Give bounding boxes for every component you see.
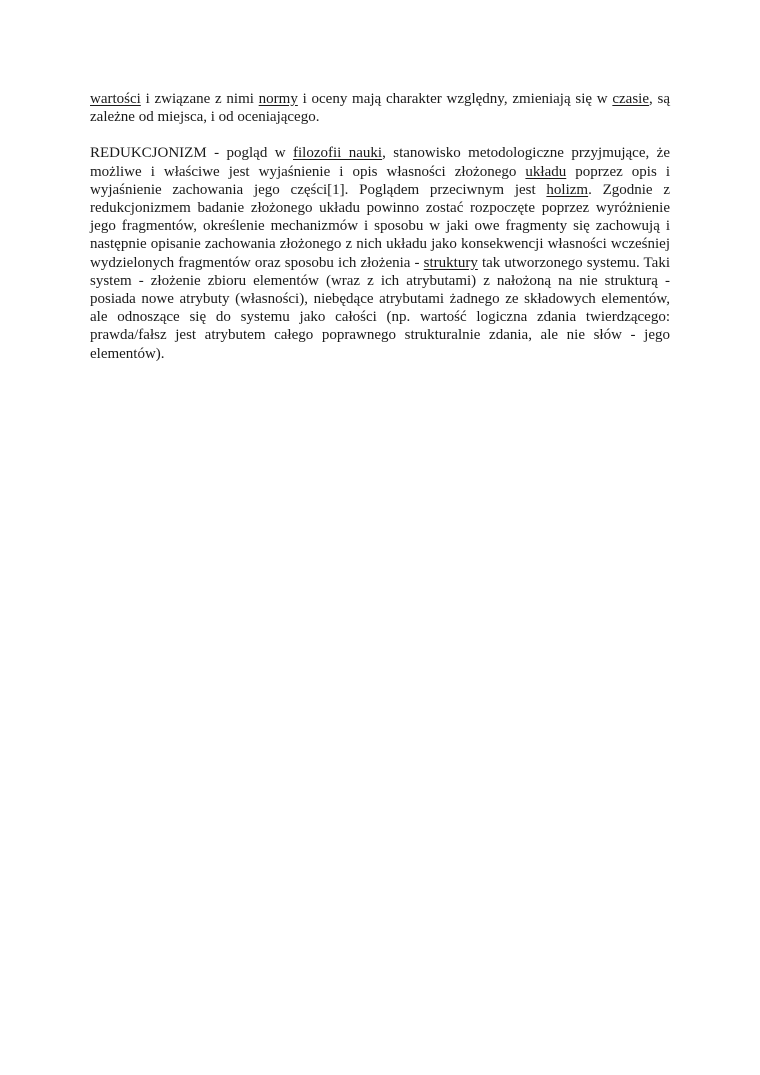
paragraph-text: REDUKCJONIZM - pogląd w: [90, 145, 293, 162]
document-body: [90, 90, 670, 363]
link-struktury[interactable]: struktury: [423, 254, 478, 271]
paragraph-text: . Zgodnie z redukcjonizmem badanie złożonego układu powinno zostać rozpoczęte poprzez wyróżnienie jego fragmentów, określenie mechanizmów i sposobu w jaki owe fragmenty się zachowują i następnie opisanie zachowania złożonego z nich układu jako konsekwencji własności wcześniej wydzielonych fragmentów oraz sposobu ich złożenia -: [90, 181, 670, 271]
link-normy[interactable]: normy: [258, 91, 298, 107]
paragraph-text: , stanowisko metodologiczne przyjmujące, że możliwe i właściwe jest wyjaśnienie i opis własności złożonego: [90, 145, 670, 180]
paragraph-text: poprzez opis i wyjaśnienie zachowania jego części[1]. Poglądem przeciwnym jest: [90, 163, 671, 198]
paragraph-redukcjonizm: [90, 144, 670, 362]
paragraph-text: i związane z nimi: [140, 91, 259, 107]
link-ukladu[interactable]: układu: [525, 163, 567, 180]
link-wartosci[interactable]: wartości: [90, 91, 141, 107]
paragraph-text: tak utworzonego systemu. Taki system - złożenie zbioru elementów (wraz z ich atrybutami) z nałożoną na nie strukturą - posiada nowe atrybuty (własności), niebędące atrybutami żadnego ze składowych elementów, ale odnoszące się do systemu jako całości (np. wartość logiczna zdania twierdzącego: prawda/fałsz jest atrybutem całego poprawnego strukturalnie zdania, ale nie słów - jego elementów).: [90, 254, 670, 362]
link-czasie[interactable]: czasie: [612, 91, 649, 107]
paragraph-text: i oceny mają charakter względny, zmieniają się w: [297, 91, 613, 107]
paragraph-values: [90, 90, 670, 126]
link-filozofii-nauki[interactable]: filozofii nauki: [293, 145, 383, 162]
paragraph-text: , są zależne od miejsca, i od oceniającego.: [90, 91, 670, 126]
link-holizm[interactable]: holizm: [546, 181, 589, 198]
